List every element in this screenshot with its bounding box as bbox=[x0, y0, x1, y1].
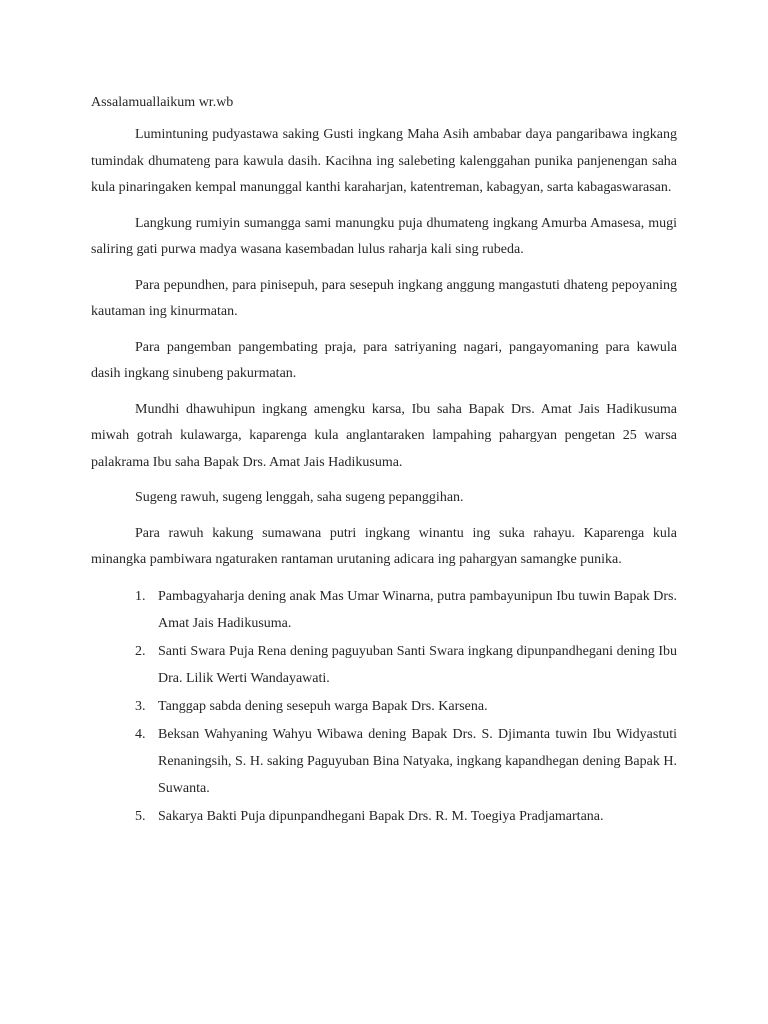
list-number: 4. bbox=[135, 726, 146, 742]
list-text: Tanggap sabda dening sesepuh warga Bapak Drs. Karsena. bbox=[158, 698, 488, 714]
list-item bbox=[91, 583, 677, 637]
list-number: 5. bbox=[135, 808, 146, 824]
paragraph-hosts: Mundhi dhawuhipun ingkang amengku karsa, Ibu saha Bapak Drs. Amat Jais Hadikusuma miwah gotrah kulawarga, kaparenga kula anglantaraken lampahing pahargyan pengetan 25 warsa palakrama Ibu saha Bapak Drs. Amat Jais Hadikusuma. bbox=[91, 401, 677, 470]
list-text: Sakarya Bakti Puja dipunpandhegani Bapak Drs. R. M. Toegiya Pradjamartana. bbox=[158, 808, 604, 824]
list-item bbox=[91, 638, 677, 692]
list-item bbox=[91, 721, 677, 802]
list-text: Pambagyaharja dening anak Mas Umar Winarna, putra pambayunipun Ibu tuwin Bapak Drs. Amat Jais Hadikusuma. bbox=[158, 588, 677, 631]
paragraph-officials: Para pangemban pangembating praja, para satriyaning nagari, pangayomaning para kawula dasih ingkang sinubeng pakurmatan. bbox=[91, 339, 677, 381]
agenda-list bbox=[91, 583, 677, 830]
list-number: 3. bbox=[135, 698, 146, 714]
paragraph-agenda-intro: Para rawuh kakung sumawana putri ingkang winantu ing suka rahayu. Kaparenga kula minangka pambiwara ngaturaken rantaman urutaning adicara ing pahargyan samangke punika. bbox=[91, 525, 677, 567]
list-number: 2. bbox=[135, 643, 146, 659]
list-text: Santi Swara Puja Rena dening paguyuban Santi Swara ingkang dipunpandhegani dening Ibu Dra. Lilik Werti Wandayawati. bbox=[158, 643, 677, 686]
document-page bbox=[91, 92, 677, 831]
paragraph-prayer: Langkung rumiyin sumangga sami manungku puja dhumateng ingkang Amurba Amasesa, mugi saliring gati purwa madya wasana kasembadan lulus raharja kali sing rubeda. bbox=[91, 215, 677, 257]
list-number: 1. bbox=[135, 588, 146, 604]
paragraph-elders: Para pepundhen, para pinisepuh, para sesepuh ingkang anggung mangastuti dhateng pepoyaning kautaman ing kinurmatan. bbox=[91, 277, 677, 319]
list-item bbox=[91, 693, 677, 720]
greeting: Assalamuallaikum wr.wb bbox=[91, 95, 234, 110]
list-text: Beksan Wahyaning Wahyu Wibawa dening Bapak Drs. S. Djimanta tuwin Ibu Widyastuti Renaningsih, S. H. saking Paguyuban Bina Natyaka, ingkang kapandhegan dening Bapak H. Suwanta. bbox=[158, 726, 677, 796]
paragraph-welcome: Sugeng rawuh, sugeng lenggah, saha sugeng pepanggihan. bbox=[135, 490, 464, 505]
list-item bbox=[91, 803, 677, 830]
paragraph-opening: Lumintuning pudyastawa saking Gusti ingkang Maha Asih ambabar daya pangaribawa ingkang tumindak dhumateng para kawula dasih. Kacihna ing salebeting kalenggahan punika panjenengan saha kula pinaringaken kempal manunggal kanthi karaharjan, katentreman, kabagyan, sarta kabagaswarasan. bbox=[91, 127, 677, 195]
